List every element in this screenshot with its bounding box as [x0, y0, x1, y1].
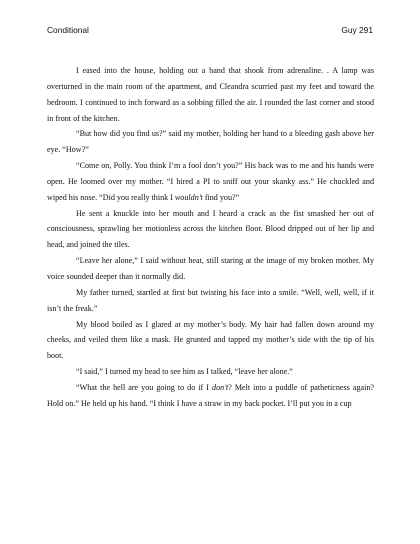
paragraph: My father turned, startled at first but twisting his face into a smile. “Well, well, well, if it isn’t the freak.” — [47, 287, 374, 313]
running-title: Conditional — [47, 25, 89, 35]
paragraph: My blood boiled as I glared at my mother’s body. My hair had fallen down around my cheeks, and veiled them like a mask. He grunted and tapped my mother’s side with the tip of his boot. — [47, 319, 374, 361]
paragraph: He sent a knuckle into her mouth and I heard a crack as the fist smashed her out of consciousness, sprawling her motionless across the kitchen floor. Blood dripped out of her lip and head, and joined the tiles. — [47, 208, 374, 250]
paragraph: “Come on, Polly. You think I’m a fool don’t you?” His back was to me and his hands were open. He loomed over my mother. “I hired a PI to sniff out your skanky ass.” He chuckled and wiped his nose. “Did you really think I wouldn’t find you?” — [47, 161, 374, 202]
paragraph: “I said,” I turned my head to see him as I talked, “leave her alone.” — [76, 367, 293, 377]
paragraph: “What the hell are you going to do if I don’t? Melt into a puddle of patheticness again? Hold on.” He held up his hand. “I think I have a straw in my back pocket. I’ll put you in a cup — [47, 382, 374, 408]
body-text — [47, 63, 374, 412]
paragraph: “But how did you find us?” said my mother, holding her hand to a bleeding gash above her eye. “How?” — [47, 129, 374, 155]
page-header — [47, 25, 373, 35]
paragraph: I eased into the house, holding out a hand that shook from adrenaline. . A lamp was overturned in the main room of the apartment, and Cleandra scurried past my feet and toward the bedroom. I continued to inch forward as a sobbing filled the air. I rounded the last corner and stood in front of the kitchen. — [47, 66, 374, 123]
paragraph: “Leave her alone,” I said without heat, still staring at the image of my broken mother. My voice sounded deeper than it normally did. — [47, 256, 374, 281]
emphasis: don’t — [212, 382, 229, 392]
page-number: Guy 291 — [341, 25, 373, 35]
emphasis: wouldn’t — [174, 192, 203, 202]
